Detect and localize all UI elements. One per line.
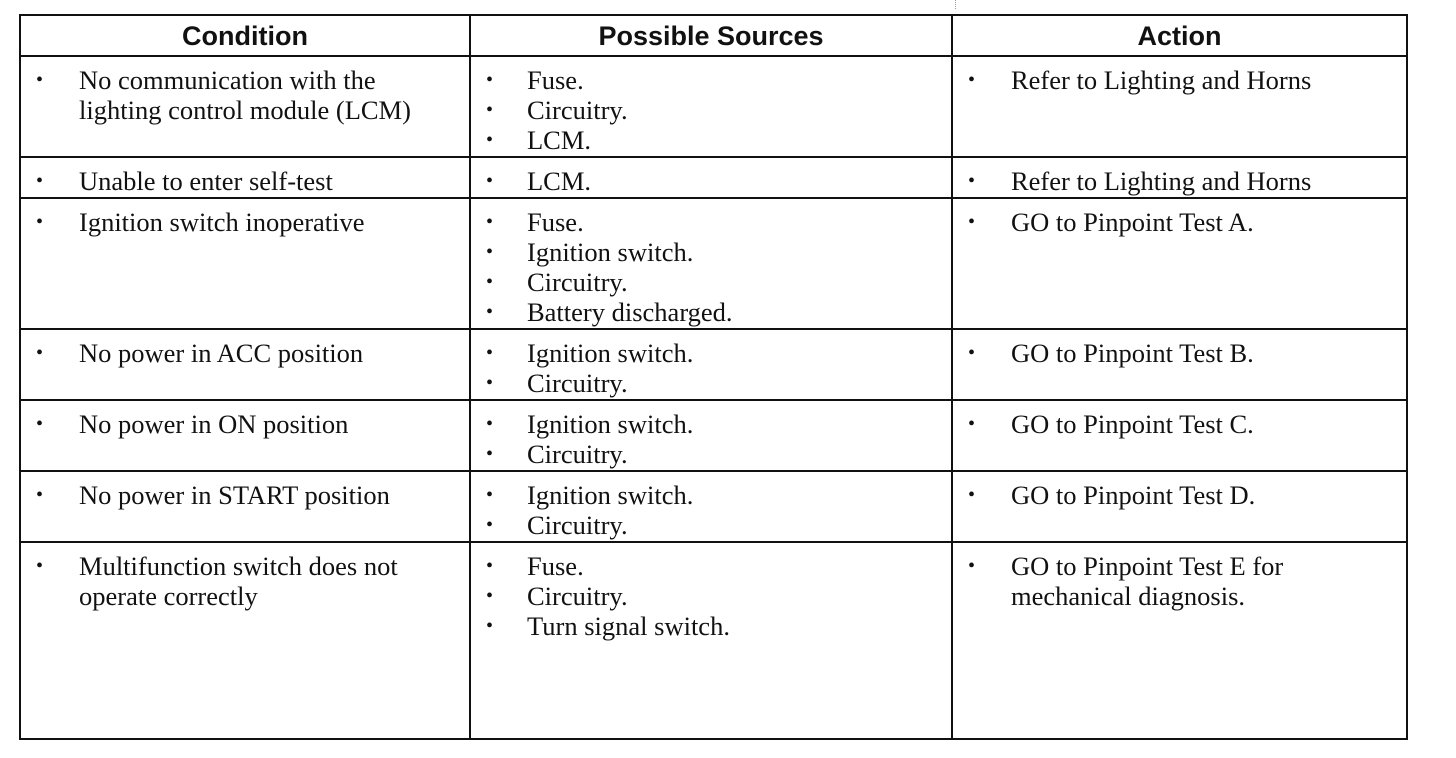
condition-cell xyxy=(21,57,471,158)
condition-cell xyxy=(21,158,471,199)
bullet-icon: • xyxy=(486,342,494,364)
bullet-list xyxy=(21,57,469,125)
list-item xyxy=(471,338,951,368)
condition-cell xyxy=(21,543,471,738)
action-cell xyxy=(953,158,1406,199)
bullet-icon: • xyxy=(486,301,494,323)
bullet-icon: • xyxy=(486,514,494,536)
list-item xyxy=(21,409,469,439)
item-text: No power in START position xyxy=(79,480,390,510)
list-item xyxy=(471,611,951,641)
bullet-icon: • xyxy=(486,129,494,151)
bullet-list xyxy=(471,472,951,540)
bullet-list xyxy=(471,57,951,155)
item-text: GO to Pinpoint Test E for mechanical diagnosis. xyxy=(1011,551,1284,611)
item-text: Refer to Lighting and Horns xyxy=(1011,65,1312,95)
bullet-icon: • xyxy=(968,484,976,506)
sources-cell xyxy=(471,472,953,543)
bullet-icon: • xyxy=(36,555,44,577)
item-text: Battery discharged. xyxy=(527,297,733,327)
bullet-icon: • xyxy=(36,413,44,435)
header-possible-sources: Possible Sources xyxy=(471,16,953,57)
list-item xyxy=(471,237,951,267)
sources-cell xyxy=(471,543,953,738)
sources-cell xyxy=(471,158,953,199)
scan-speck xyxy=(955,0,958,9)
bullet-icon: • xyxy=(486,585,494,607)
bullet-list xyxy=(953,330,1406,368)
list-item xyxy=(471,480,951,510)
bullet-icon: • xyxy=(486,99,494,121)
bullet-list xyxy=(21,330,469,368)
condition-cell xyxy=(21,330,471,401)
bullet-icon: • xyxy=(486,271,494,293)
bullet-icon: • xyxy=(968,69,976,91)
item-text: Ignition switch. xyxy=(527,409,694,439)
bullet-list xyxy=(953,401,1406,439)
bullet-icon: • xyxy=(486,615,494,637)
bullet-icon: • xyxy=(968,413,976,435)
sources-cell xyxy=(471,401,953,472)
list-item xyxy=(21,207,469,237)
action-cell xyxy=(953,199,1406,330)
bullet-icon: • xyxy=(486,241,494,263)
bullet-list xyxy=(21,543,469,611)
bullet-icon: • xyxy=(36,342,44,364)
header-condition: Condition xyxy=(21,16,471,57)
list-item xyxy=(471,207,951,237)
bullet-list xyxy=(471,199,951,327)
bullet-list xyxy=(471,401,951,469)
item-text: Fuse. xyxy=(527,207,584,237)
item-text: No power in ACC position xyxy=(79,338,364,368)
bullet-icon: • xyxy=(486,443,494,465)
action-cell xyxy=(953,401,1406,472)
list-item xyxy=(471,439,951,469)
list-item xyxy=(21,551,469,611)
bullet-icon: • xyxy=(968,555,976,577)
item-text: GO to Pinpoint Test C. xyxy=(1011,409,1254,439)
list-item xyxy=(471,510,951,540)
item-text: Unable to enter self-test xyxy=(79,166,333,196)
bullet-list xyxy=(471,158,951,196)
list-item xyxy=(471,581,951,611)
list-item xyxy=(471,267,951,297)
list-item xyxy=(21,480,469,510)
diagnosis-table xyxy=(19,14,1408,740)
item-text: Circuitry. xyxy=(527,581,628,611)
list-item xyxy=(471,125,951,155)
item-text: Refer to Lighting and Horns xyxy=(1011,166,1312,196)
condition-cell xyxy=(21,401,471,472)
list-item xyxy=(471,409,951,439)
list-item xyxy=(471,65,951,95)
item-text: GO to Pinpoint Test A. xyxy=(1011,207,1254,237)
item-text: Ignition switch inoperative xyxy=(79,207,365,237)
item-text: Circuitry. xyxy=(527,510,628,540)
item-text: Fuse. xyxy=(527,551,584,581)
sources-cell xyxy=(471,330,953,401)
bullet-list xyxy=(471,330,951,398)
sources-cell xyxy=(471,199,953,330)
bullet-list xyxy=(21,401,469,439)
bullet-list xyxy=(953,57,1406,95)
list-item xyxy=(471,551,951,581)
bullet-list xyxy=(21,472,469,510)
list-item xyxy=(21,65,469,125)
header-action: Action xyxy=(953,16,1406,57)
bullet-icon: • xyxy=(486,372,494,394)
bullet-list xyxy=(953,543,1406,611)
item-text: No power in ON position xyxy=(79,409,349,439)
bullet-icon: • xyxy=(486,170,494,192)
bullet-icon: • xyxy=(36,170,44,192)
bullet-list xyxy=(21,158,469,196)
bullet-icon: • xyxy=(486,69,494,91)
bullet-icon: • xyxy=(486,484,494,506)
list-item xyxy=(953,551,1406,611)
bullet-list xyxy=(953,158,1406,196)
action-cell xyxy=(953,57,1406,158)
bullet-list xyxy=(953,472,1406,510)
item-text: GO to Pinpoint Test B. xyxy=(1011,338,1254,368)
item-text: No communication with the lighting control module (LCM) xyxy=(79,65,411,125)
list-item xyxy=(953,166,1406,196)
bullet-icon: • xyxy=(486,211,494,233)
item-text: Ignition switch. xyxy=(527,338,694,368)
list-item xyxy=(471,95,951,125)
list-item xyxy=(953,480,1406,510)
item-text: LCM. xyxy=(527,166,592,196)
list-item xyxy=(953,338,1406,368)
item-text: LCM. xyxy=(527,125,592,155)
item-text: Turn signal switch. xyxy=(527,611,730,641)
item-text: Ignition switch. xyxy=(527,480,694,510)
bullet-icon: • xyxy=(968,211,976,233)
bullet-icon: • xyxy=(486,413,494,435)
list-item xyxy=(953,65,1406,95)
list-item xyxy=(21,166,469,196)
action-cell xyxy=(953,472,1406,543)
item-text: Circuitry. xyxy=(527,368,628,398)
item-text: Multifunction switch does not operate correctly xyxy=(79,551,398,611)
bullet-icon: • xyxy=(968,342,976,364)
list-item xyxy=(471,166,951,196)
bullet-icon: • xyxy=(968,170,976,192)
list-item xyxy=(21,338,469,368)
item-text: GO to Pinpoint Test D. xyxy=(1011,480,1256,510)
condition-cell xyxy=(21,199,471,330)
bullet-icon: • xyxy=(486,555,494,577)
sources-cell xyxy=(471,57,953,158)
item-text: Circuitry. xyxy=(527,95,628,125)
list-item xyxy=(471,368,951,398)
bullet-icon: • xyxy=(36,211,44,233)
list-item xyxy=(953,409,1406,439)
bullet-icon: • xyxy=(36,69,44,91)
list-item xyxy=(471,297,951,327)
action-cell xyxy=(953,543,1406,738)
item-text: Circuitry. xyxy=(527,439,628,469)
action-cell xyxy=(953,330,1406,401)
item-text: Fuse. xyxy=(527,65,584,95)
condition-cell xyxy=(21,472,471,543)
bullet-icon: • xyxy=(36,484,44,506)
list-item xyxy=(953,207,1406,237)
item-text: Circuitry. xyxy=(527,267,628,297)
bullet-list xyxy=(471,543,951,641)
bullet-list xyxy=(21,199,469,237)
item-text: Ignition switch. xyxy=(527,237,694,267)
bullet-list xyxy=(953,199,1406,237)
